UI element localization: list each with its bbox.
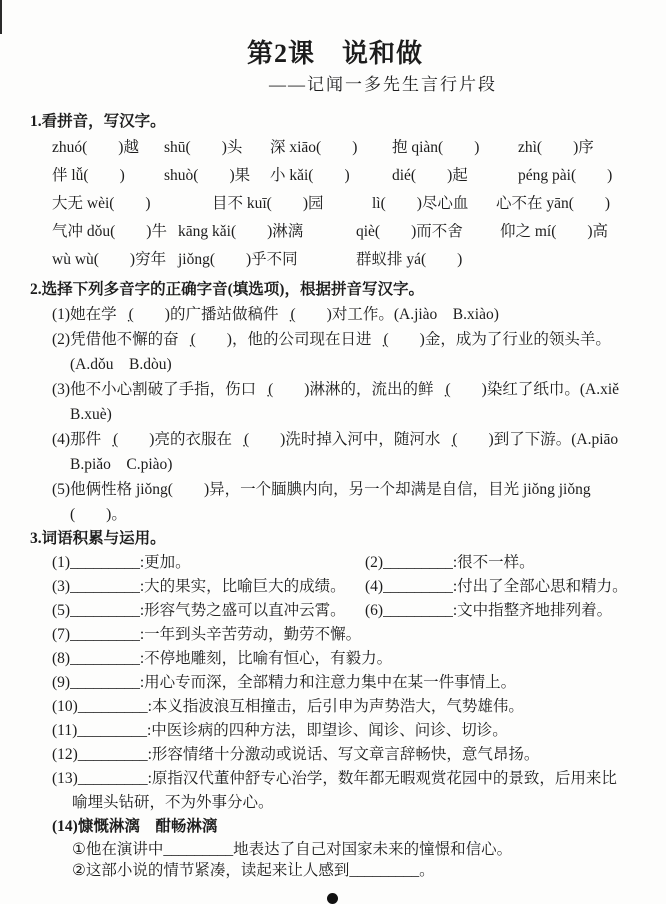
section-3-heading: 3.词语积累与运用。 bbox=[30, 530, 166, 547]
definition-item: (3)_________:大的果实，比喻巨大的成绩。 bbox=[52, 578, 346, 595]
question-line: ( )。 bbox=[70, 506, 127, 523]
definition-line: (12)_________:形容情绪十分激动或说话、写文章言辞畅快，意气昂扬。 bbox=[52, 746, 540, 763]
pinyin-row bbox=[52, 218, 640, 246]
question-line: B.piǎo C.piào) bbox=[70, 456, 173, 473]
pinyin-item: jiǒng( )乎不同 bbox=[178, 251, 298, 268]
pinyin-item: zhuó( )越 bbox=[52, 139, 139, 156]
section-2-heading: 2.选择下列多音字的正确字音(填选项)，根据拼音写汉字。 bbox=[30, 281, 424, 298]
definition-line: (7)_________:一年到头辛苦劳动，勤劳不懈。 bbox=[52, 626, 362, 643]
pinyin-row bbox=[52, 246, 640, 274]
pinyin-exercise bbox=[52, 134, 640, 274]
polyphone-exercise bbox=[30, 302, 640, 527]
pinyin-item: 伴 lǚ( ) bbox=[52, 167, 125, 184]
question-item bbox=[52, 327, 640, 377]
definition-line: (10)_________:本义指波浪互相撞击，后引申为声势浩大，气势雄伟。 bbox=[52, 698, 524, 715]
pinyin-item: kāng kǎi( )淋漓 bbox=[178, 223, 304, 240]
pinyin-item: qiè( )而不舍 bbox=[356, 223, 463, 240]
definition-item bbox=[52, 671, 640, 695]
page-subtitle: ——记闻一多先生言行片段 bbox=[269, 75, 497, 94]
definition-item bbox=[52, 767, 640, 815]
pinyin-item: 心不在 yān( ) bbox=[496, 195, 611, 212]
definition-pair-row bbox=[52, 551, 640, 575]
definition-item: (5)_________:形容气势之盛可以直冲云霄。 bbox=[52, 602, 346, 619]
definition-pair-row bbox=[52, 575, 640, 599]
pinyin-item: 抱 qiàn( ) bbox=[392, 139, 480, 156]
question-item bbox=[52, 427, 640, 477]
pinyin-row bbox=[52, 134, 640, 162]
definition-item bbox=[52, 647, 640, 671]
page-number-dot bbox=[327, 893, 338, 904]
definition-item bbox=[52, 623, 640, 647]
pinyin-item: 深 xiāo( ) bbox=[270, 139, 358, 156]
question-line: (1)她在学校̣( )的广播站做稿件校̣( )对工作。(A.jiào B.xiào) bbox=[52, 306, 499, 323]
definition-item bbox=[52, 719, 640, 743]
definition-line: (8)_________:不停地雕刻，比喻有恒心，有毅力。 bbox=[52, 650, 393, 667]
question-line: B.xuè) bbox=[70, 406, 112, 423]
definition-item: (1)_________:更加。 bbox=[52, 554, 191, 571]
definition-line: (13)_________:原指汉代董仲舒专心治学，数年都无暇观赏花园中的景致，后用来比 bbox=[52, 770, 617, 787]
idiom-choice-line: (14)慷慨淋漓 酣畅淋漓 bbox=[52, 818, 218, 835]
pinyin-item: 小 kǎi( ) bbox=[270, 167, 350, 184]
pinyin-item: dié( )起 bbox=[392, 167, 468, 184]
definition-line: (11)_________:中医诊病的四种方法，即望诊、闻诊、问诊、切诊。 bbox=[52, 722, 508, 739]
section-1-heading: 1.看拼音，写汉字。 bbox=[30, 113, 166, 130]
question-line: (A.dǒu B.dòu) bbox=[70, 356, 172, 373]
pinyin-item: shuò( )果 bbox=[164, 167, 251, 184]
pinyin-row bbox=[52, 162, 640, 190]
pinyin-item: zhì( )序 bbox=[518, 139, 594, 156]
definition-item: (2)_________:很不一样。 bbox=[365, 554, 535, 571]
pinyin-item: 群蚁排 yá( ) bbox=[356, 251, 463, 268]
vocabulary-exercise bbox=[30, 551, 640, 881]
pinyin-item: 气冲 dǒu( )牛 bbox=[52, 223, 167, 240]
pinyin-row bbox=[52, 190, 640, 218]
definition-pair-row bbox=[52, 599, 640, 623]
definition-line: 喻埋头钻研，不为外事分心。 bbox=[72, 794, 274, 811]
definition-item: (6)_________:文中指整齐地排列着。 bbox=[365, 602, 613, 619]
definition-item: (4)_________:付出了全部心思和精力。 bbox=[365, 578, 628, 595]
page-title: 第2课 说和做 bbox=[246, 39, 423, 68]
pinyin-item: 大无 wèi( ) bbox=[52, 195, 151, 212]
definition-item bbox=[52, 695, 640, 719]
sub-question-line: ①他在演讲中_________地表达了自己对国家未来的憧憬和信心。 bbox=[72, 841, 513, 858]
pinyin-item: péng pài( ) bbox=[518, 167, 613, 184]
pinyin-item: 仰之 mí( )高 bbox=[500, 223, 609, 240]
definition-item bbox=[52, 743, 640, 767]
definition-line: (9)_________:用心专而深，全部精力和注意力集中在某一件事情上。 bbox=[52, 674, 517, 691]
question-item bbox=[52, 302, 640, 327]
question-line: (2)凭借他不懈的奋斗̣( )，他的公司现在日进斗̣( )金，成为了行业的领头羊。 bbox=[52, 331, 611, 348]
scan-artifact-line bbox=[0, 0, 2, 34]
question-item bbox=[52, 477, 640, 527]
pinyin-item: wù wù( )穷年 bbox=[52, 251, 167, 268]
pinyin-item: lì( )尽心血 bbox=[372, 195, 469, 212]
question-line: (5)他俩性格 jiǒng( )异，一个腼腆内向，另一个却满是自信，目光 jiǒng jiǒng bbox=[52, 481, 591, 498]
pinyin-item: shū( )头 bbox=[164, 139, 243, 156]
pinyin-item: 目不 kuī( )园 bbox=[212, 195, 324, 212]
question-line: (4)那件漂̣( )亮的衣服在漂̣( )洗时掉入河中，随河水漂̣( )到了下游。(A.piāo bbox=[52, 431, 619, 448]
sub-question-line: ②这部小说的情节紧凑，读起来让人感到_________。 bbox=[72, 862, 435, 879]
question-line: (3)他不小心割破了手指，伤口血̣( )淋淋的，流出的鲜血̣( )染红了纸巾。(A.xiě bbox=[52, 381, 620, 398]
question-item bbox=[52, 377, 640, 427]
